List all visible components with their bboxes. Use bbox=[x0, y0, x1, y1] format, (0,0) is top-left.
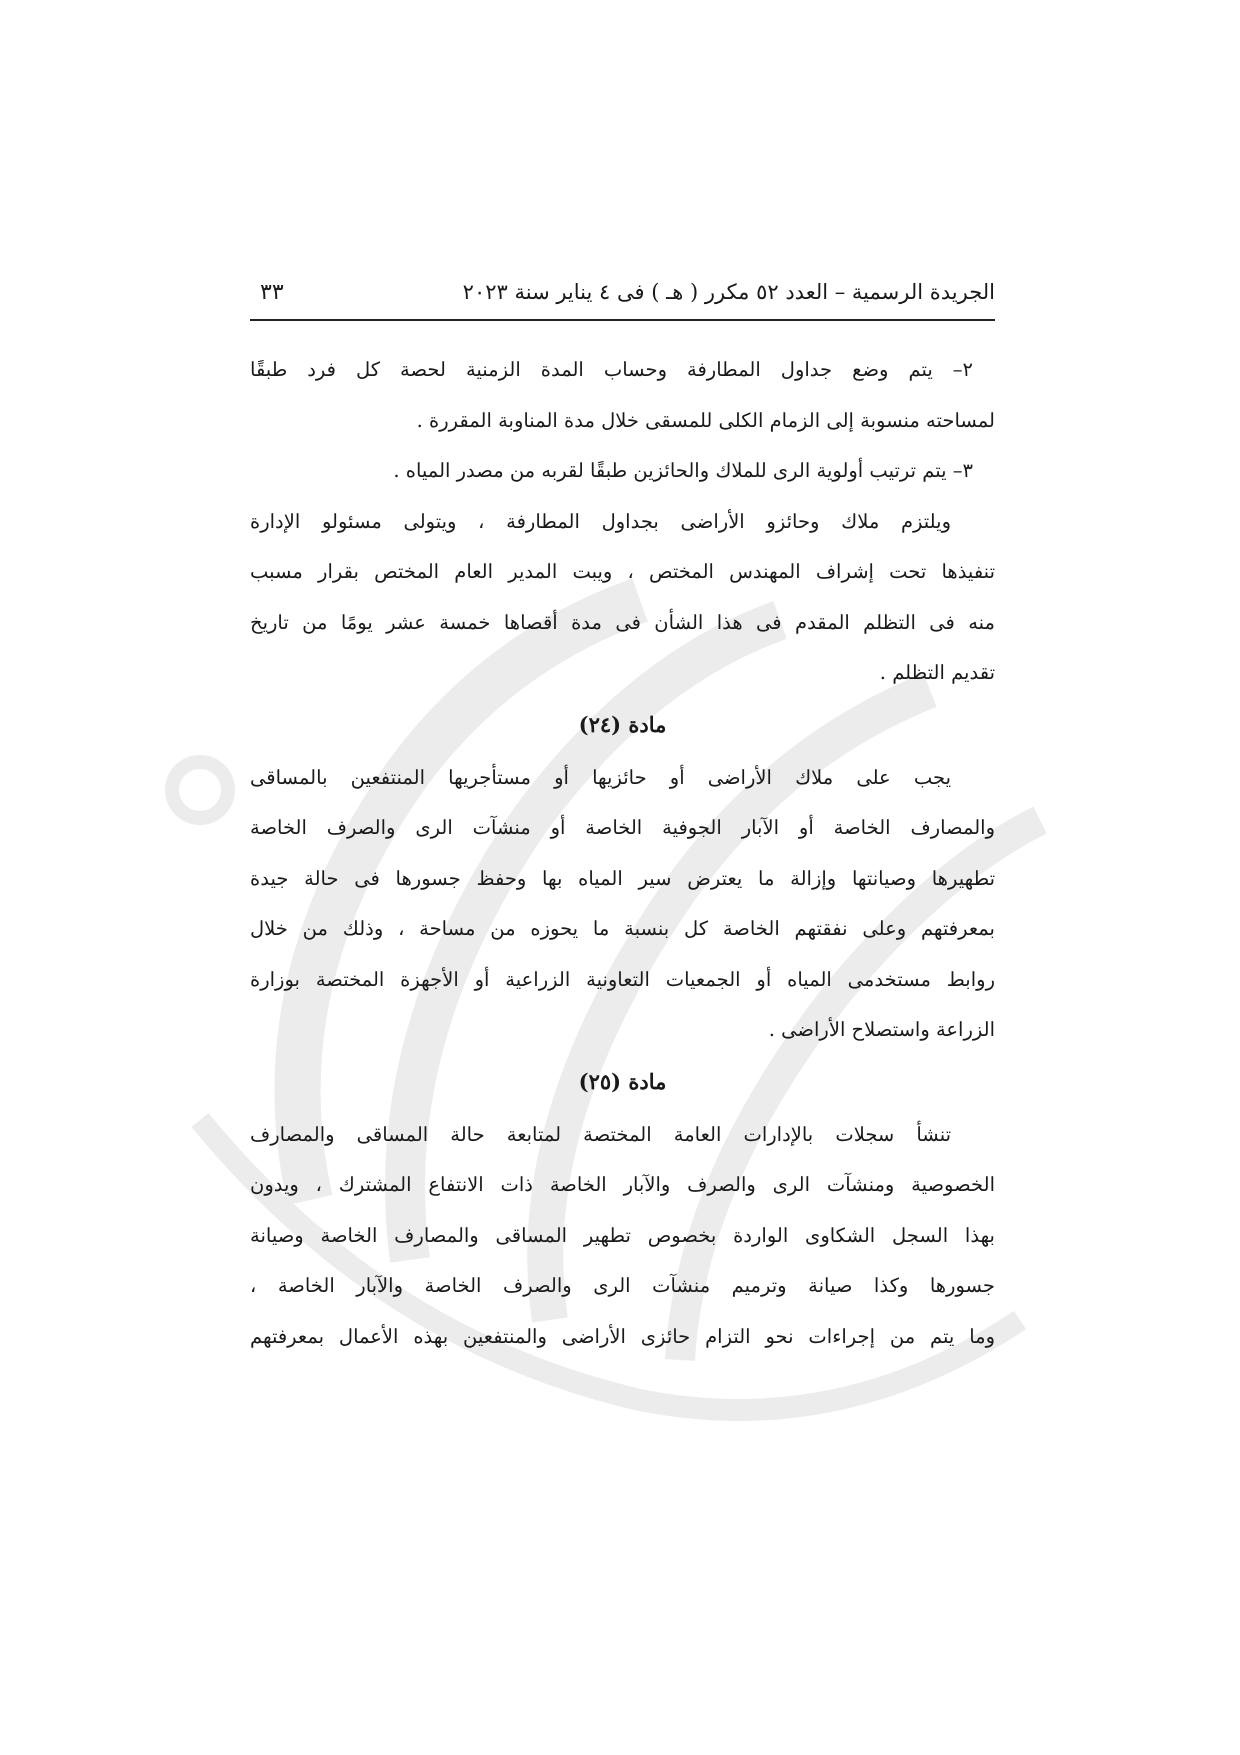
text-line: جسورها وكذا صيانة وترميم منشآت الرى والصرف الخاصة والآبار الخاصة ، bbox=[250, 1274, 995, 1297]
item-3 bbox=[250, 446, 995, 497]
text-line: ٣– يتم ترتيب أولوية الرى للملاك والحائزين طبقًا لقربه من مصدر المياه . bbox=[393, 459, 973, 482]
text-line: الزراعة واستصلاح الأراضى . bbox=[768, 1018, 995, 1041]
text-line: لمساحته منسوبة إلى الزمام الكلى للمسقى خلال مدة المناوبة المقررة . bbox=[416, 408, 995, 432]
text-line: تنفيذها تحت إشراف المهندس المختص ، ويبت المدير العام المختص بقرار مسبب bbox=[250, 560, 995, 583]
text-line: روابط مستخدمى المياه أو الجمعيات التعاونية الزراعية أو الأجهزة المختصة بوزارة bbox=[250, 967, 995, 991]
article-25-body bbox=[250, 1110, 995, 1363]
document-page bbox=[250, 280, 995, 1362]
paragraph-obligation bbox=[250, 497, 995, 699]
article-24-heading: مادة (٢٤) bbox=[578, 711, 667, 737]
text-line: بمعرفتهم وعلى نفقتهم الخاصة كل بنسبة ما يحوزه من مساحة ، وذلك من خلال bbox=[250, 917, 995, 940]
text-line: بهذا السجل الشكاوى الواردة بخصوص تطهير المساقى والمصارف الخاصة وصيانة bbox=[250, 1223, 995, 1247]
text-line: تنشأ سجلات بالإدارات العامة المختصة لمتابعة حالة المساقى والمصارف bbox=[250, 1122, 951, 1146]
text-line: تطهيرها وصيانتها وإزالة ما يعترض سير المياه بها وحفظ جسورها فى حالة جيدة bbox=[250, 866, 995, 890]
text-line: ٢– يتم وضع جداول المطارفة وحساب المدة الزمنية لحصة كل فرد طبقًا bbox=[250, 358, 973, 381]
text-line: وما يتم من إجراءات نحو التزام حائزى الأراضى والمنتفعين بهذه الأعمال بمعرفتهم bbox=[250, 1324, 995, 1348]
text-line: ويلتزم ملاك وحائزو الأراضى بجداول المطارفة ، ويتولى مسئولو الإدارة bbox=[250, 509, 951, 533]
text-line: الخصوصية ومنشآت الرى والصرف والآبار الخاصة ذات الانتفاع المشترك ، ويدون bbox=[250, 1173, 995, 1196]
text-line: تقديم التظلم . bbox=[879, 661, 995, 684]
text-line: والمصارف الخاصة أو الآبار الجوفية الخاصة أو منشآت الرى والصرف الخاصة bbox=[250, 816, 995, 839]
page-header bbox=[250, 280, 995, 321]
page-number: ٣٣ bbox=[260, 280, 284, 305]
gazette-title: الجريدة الرسمية – العدد ٥٢ مكرر ( هـ ) فى ٤ يناير سنة ٢٠٢٣ bbox=[462, 280, 995, 304]
text-line: يجب على ملاك الأراضى أو حائزيها أو مستأجريها المنتفعين بالمساقى bbox=[250, 765, 951, 789]
text-line: منه فى التظلم المقدم فى هذا الشأن فى مدة أقصاها خمسة عشر يومًا من تاريخ bbox=[250, 610, 995, 634]
item-2 bbox=[250, 345, 995, 446]
article-24-body bbox=[250, 753, 995, 1056]
article-25-heading: مادة (٢٥) bbox=[578, 1068, 667, 1094]
